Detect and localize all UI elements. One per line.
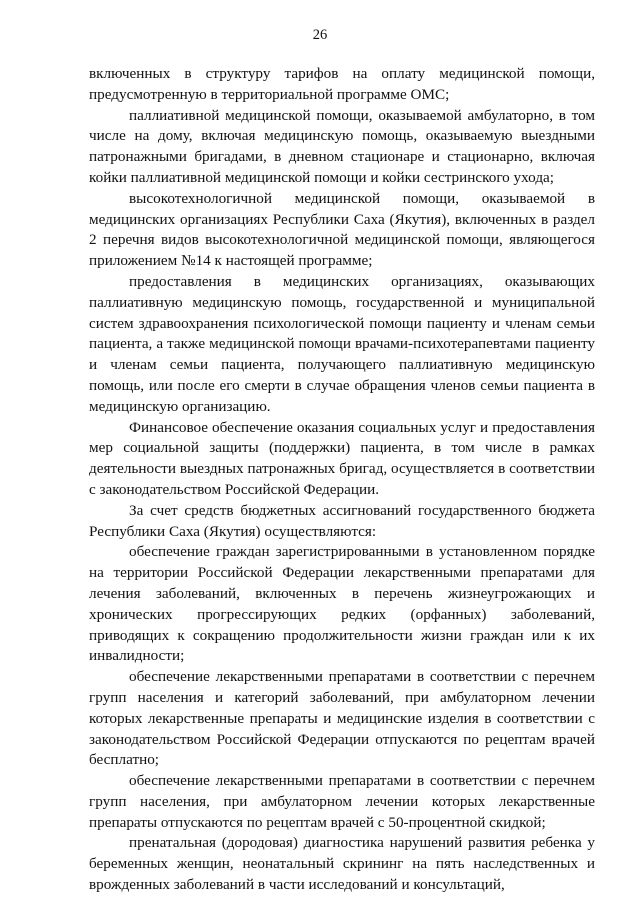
paragraph-discount-prescriptions: обеспечение лекарственными препаратами в соответствии с перечнем групп населения, при амбулаторном лечении которых лекарственные препараты отпускаются по рецептам врачей с 50-процентной скидкой; xyxy=(89,772,595,831)
paragraph-high-tech-care: высокотехнологичной медицинской помощи, оказываемой в медицинских организациях Республики Саха (Якутия), включенных в раздел 2 перечня видов высокотехнологичной медицинской помощи, являющегося приложением №14 к настоящей программе; xyxy=(89,189,595,270)
page-number: 26 xyxy=(312,27,328,43)
paragraph-social-services-funding: Финансовое обеспечение оказания социальных услуг и предоставления мер социальной защиты (поддержки) пациента, в том числе в рамках деятельности выездных патронажных бригад, осуществляется в соответствии с законодательством Российской Федерации. xyxy=(89,418,595,498)
paragraph-psychological-help: предоставления в медицинских организациях, оказывающих паллиативную медицинскую помощь, государственной и муниципальной систем здравоохранения психологической помощи пациенту и членам семьи пациента, а также медицинской помощи врачами-психотерапевтами пациенту и членам семьи пациента, получающего паллиативную медицинскую помощь, или после его смерти в случае обращения членов семьи пациента в медицинскую организацию. xyxy=(89,272,595,415)
paragraph-prenatal-diagnostics: пренатальная (дородовая) диагностика нарушений развития ребенка у беременных женщин, неонатальный скрининг на пять наследственных и врожденных заболеваний в части исследований и консультаций, xyxy=(89,834,595,894)
paragraph-palliative-care: паллиативной медицинской помощи, оказываемой амбулаторно, в том числе на дому, включая медицинскую помощь, оказываемую выездными патронажными бригадами, в дневном стационаре и стационарно, включая койки паллиативной медицинской помощи и койки сестринского ухода; xyxy=(89,106,595,186)
document-body xyxy=(89,64,595,896)
paragraph-free-prescriptions: обеспечение лекарственными препаратами в соответствии с перечнем групп населения и категорий заболеваний, при амбулаторном лечении которых лекарственные препараты и медицинские изделия в соответствии с законодательством Российской Федерации отпускаются по рецептам врачей бесплатно; xyxy=(89,668,595,769)
paragraph-orphan-diseases: обеспечение граждан зарегистрированными в установленном порядке на территории Российской Федерации лекарственными препаратами для лечения заболеваний, включенных в перечень жизнеугрожающих и хронических прогрессирующих редких (орфанных) заболеваний, приводящих к сокращению продолжительности жизни граждан или к их инвалидности; xyxy=(89,543,595,665)
paragraph-budget-intro: За счет средств бюджетных ассигнований государственного бюджета Республики Саха (Якутия) осуществляются: xyxy=(89,501,595,540)
paragraph-continuation-oms: включенных в структуру тарифов на оплату медицинской помощи, предусмотренную в территориальной программе ОМС; xyxy=(89,65,595,103)
